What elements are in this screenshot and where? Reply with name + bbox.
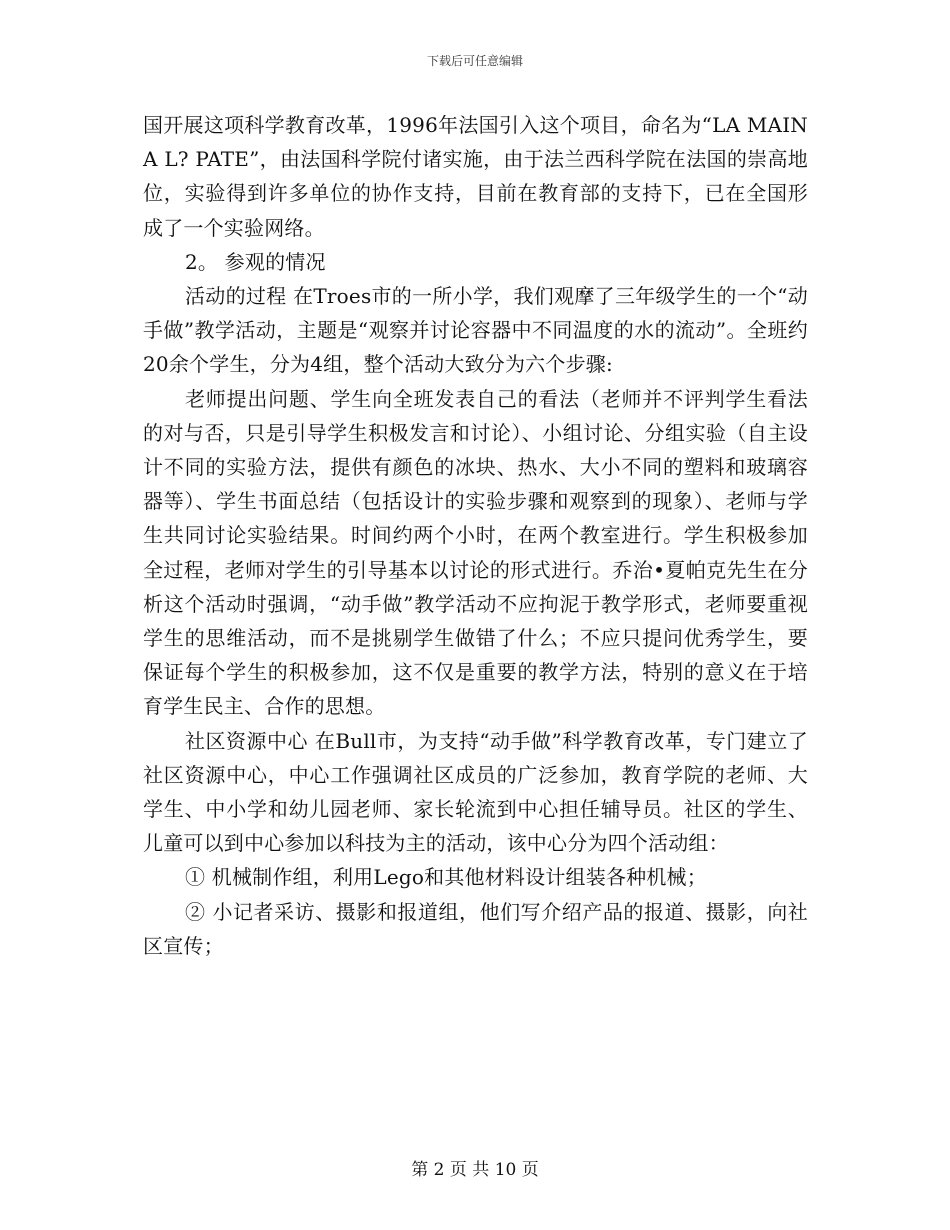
page-header: 下载后可任意编辑 [426,54,523,68]
list-item-mechanical-group: ① 机械制作组，利用Lego和其他材料设计组装各种机械； [185,865,707,890]
paragraph-activity-process: 活动的过程 在Troes市的一所小学，我们观摩了三年级学生的一个“动手做”教学活动，主题是“观察并讨论容器中不同温度的水的流动”。全班约20余个学生，分为4组，整个活动大致分为六个步骤: [143,284,808,377]
paragraph-community-center: 社区资源中心 在Bull市，为支持“动手做”科学教育改革，专门建立了社区资源中心，中心工作强调社区成员的广泛参加，教育学院的老师、大学生、中小学和幼儿园老师、家长轮流到中心担任辅导员。社区的学生、儿童可以到中心参加以科技为主的活动，该中心分为四个活动组： [143,728,808,856]
paragraph-activity-steps: 老师提出问题、学生向全班发表自己的看法（老师并不评判学生看法的对与否，只是引导学生积极发言和讨论）、小组讨论、分组实验（自主设计不同的实验方法，提供有颜色的冰块、热水、大小不同的塑料和玻璃容器等）、学生书面总结（包括设计的实验步骤和观察到的现象）、老师与学生共同讨论实验结果。时间约两个小时，在两个教室进行。学生积极参加全过程，老师对学生的引导基本以讨论的形式进行。乔治•夏帕克先生在分析这个活动时强调，“动手做”教学活动不应拘泥于教学形式，老师要重视学生的思维活动，而不是挑剔学生做错了什么；不应只提问优秀学生，要保证每个学生的积极参加，这不仅是重要的教学方法，特别的意义在于培育学生民主、合作的思想。 [143,386,808,719]
document-body [143,108,808,963]
paragraph-1: 国开展这项科学教育改革，1996年法国引入这个项目，命名为“LA MAIN A L? PATE”，由法国科学院付诸实施，由于法兰西科学院在法国的崇高地位，实验得到许多单位的协作支持，目前在教育部的支持下，已在全国形成了一个实验网络。 [143,113,808,240]
list-item-reporter-group: ② 小记者采访、摄影和报道组，他们写介绍产品的报道、摄影，向社区宣传； [143,899,808,958]
page-footer: 第 2 页 共 10 页 [411,1160,539,1180]
section-heading: 2。 参观的情况 [185,249,326,274]
